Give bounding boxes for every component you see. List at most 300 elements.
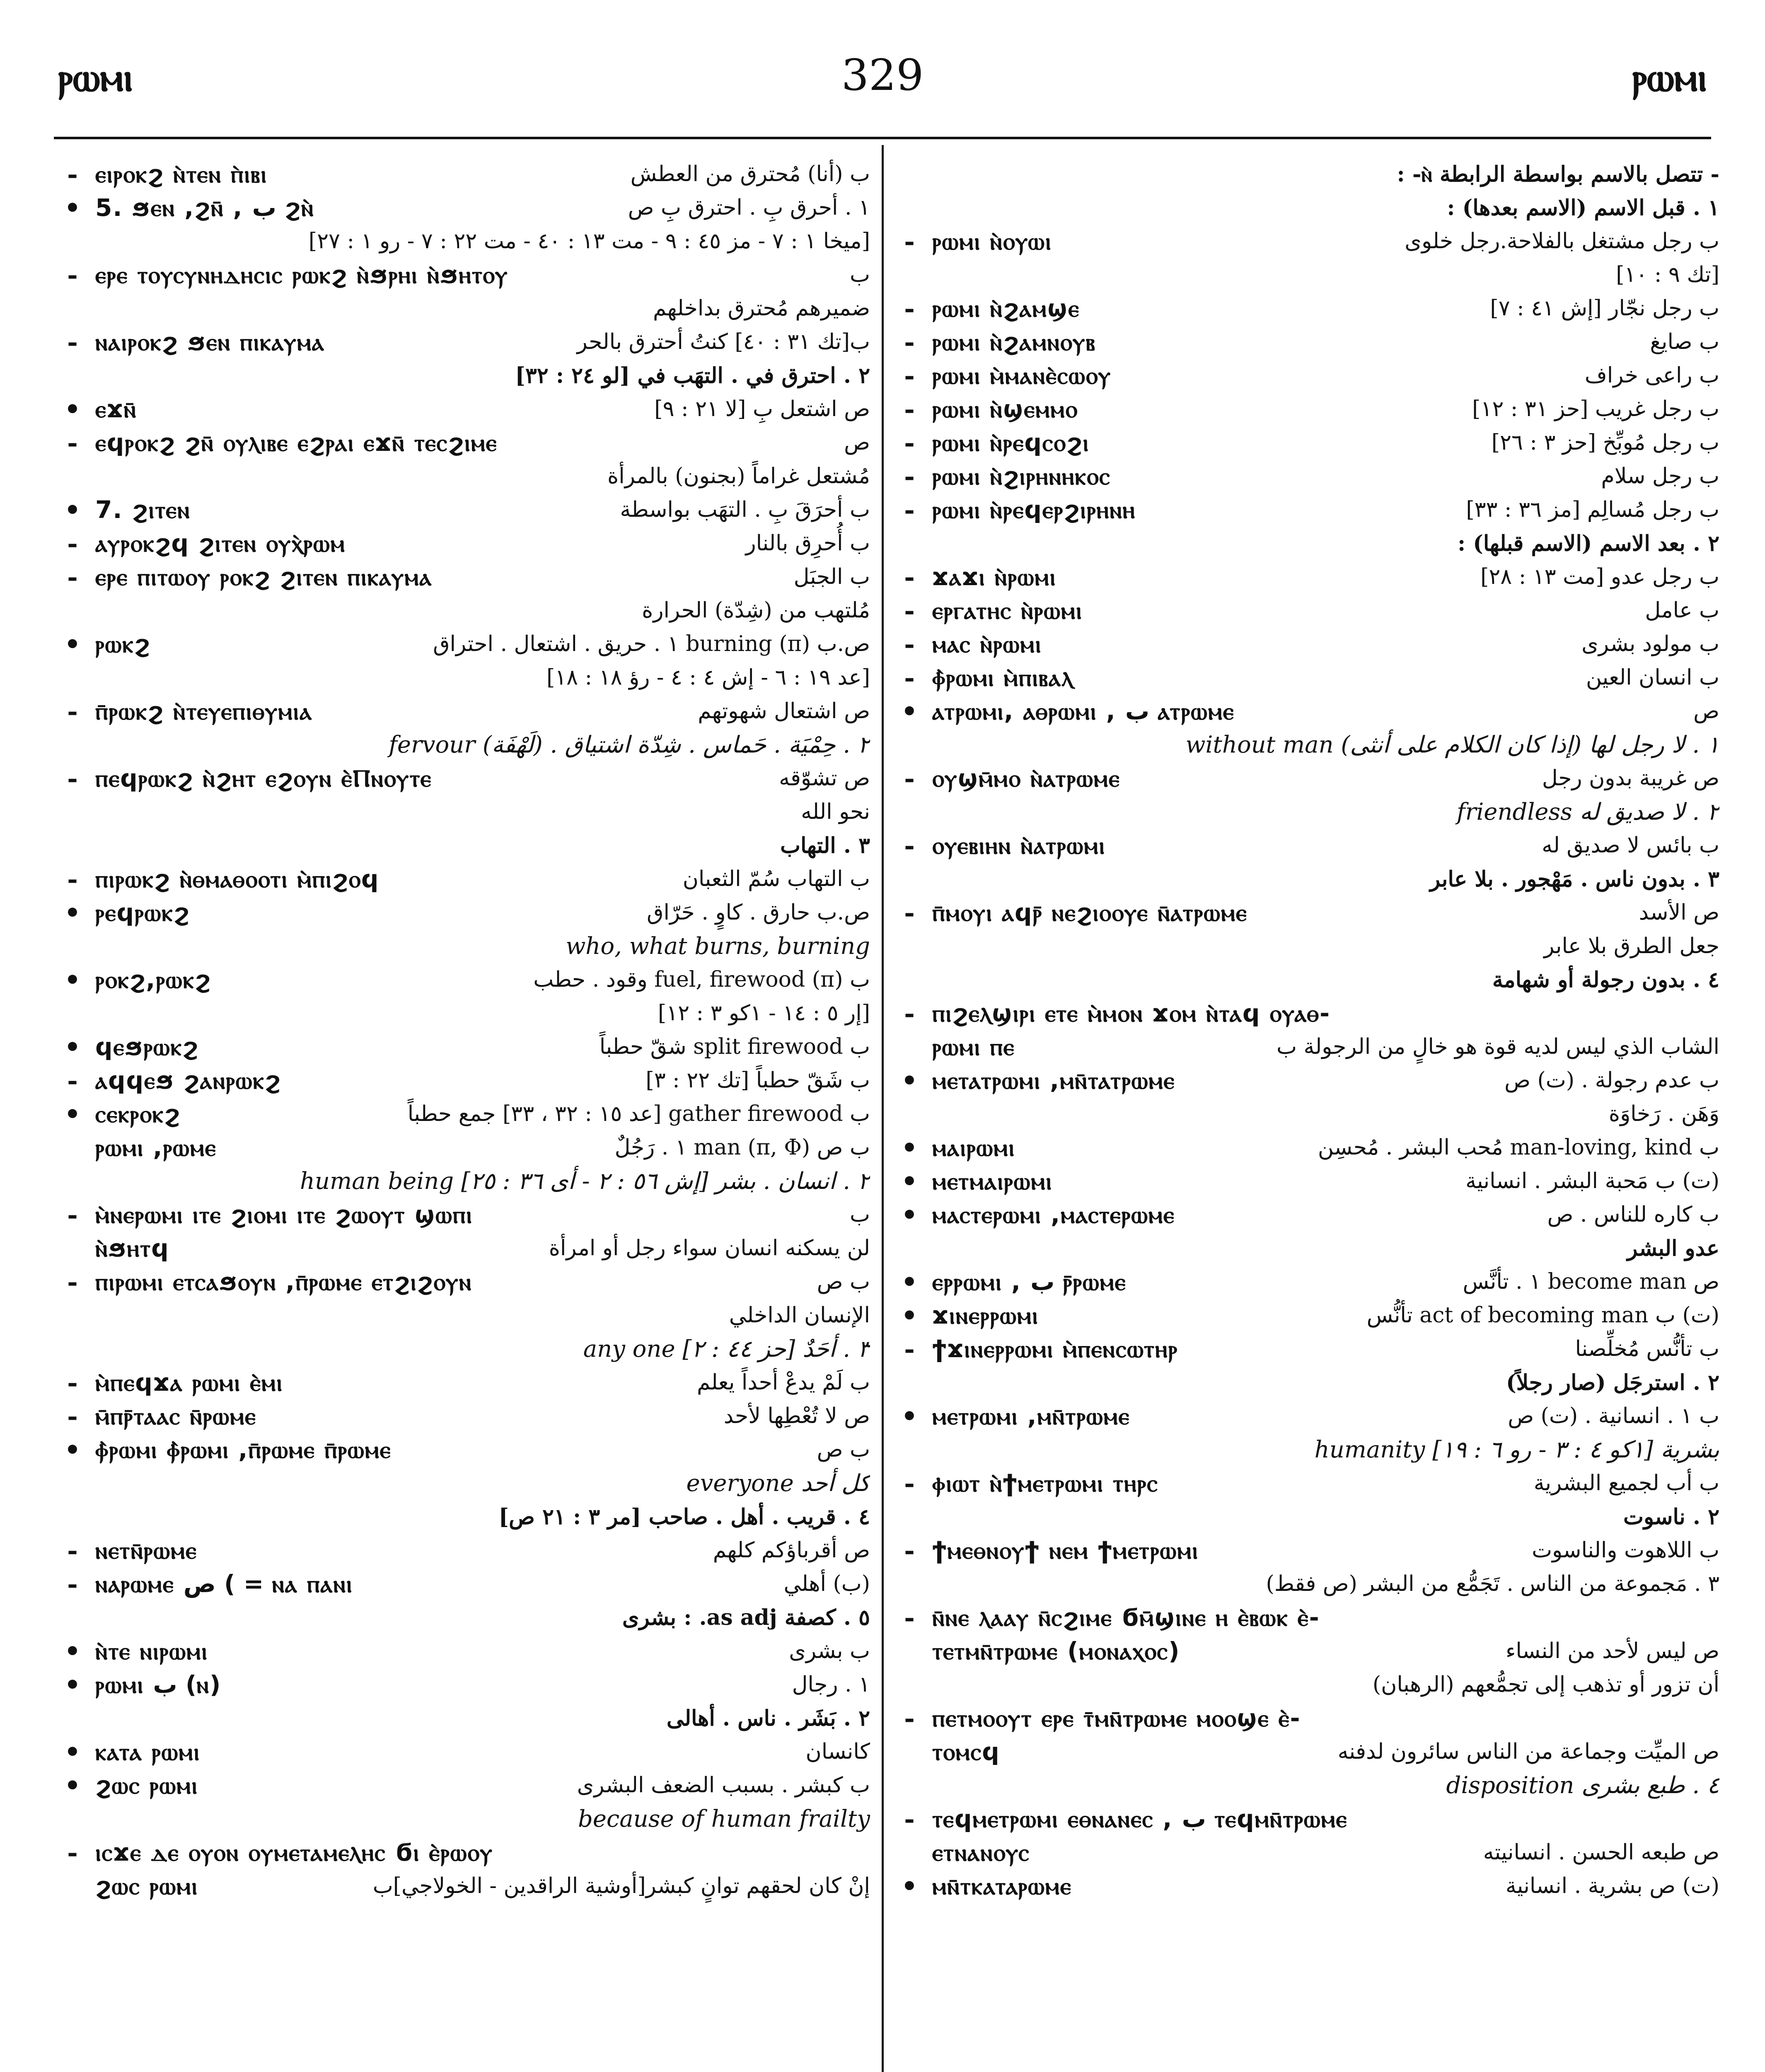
dictionary-entry-line — [895, 359, 1719, 392]
dictionary-entry-line — [58, 1769, 870, 1802]
gloss-text: ب راعى خراف — [1584, 363, 1719, 388]
coptic-text: ⲙⲁⲓⲣⲱⲙⲓ — [932, 1133, 1015, 1162]
coptic-text: ⲛⲁⲓⲣⲟⲕϩ ϧⲉⲛ ⲡⲓⲕⲁⲩⲙⲁ — [95, 328, 325, 356]
entry-marker: • — [64, 1670, 81, 1700]
right-column — [895, 157, 1719, 2072]
gloss-text: ب صايغ — [1650, 329, 1719, 354]
gloss-text: ب التهاب سُمّ الثعبان — [682, 867, 870, 891]
dictionary-entry-line — [58, 325, 870, 359]
subheading-line: ١ . قبل الاسم (الاسم بعدها) : — [1447, 195, 1719, 220]
gloss-text: (ت) ب act of becoming man تأنُّس — [1366, 1303, 1719, 1328]
dictionary-entry-line — [895, 1534, 1719, 1567]
dictionary-entry-line — [895, 1299, 1719, 1332]
coptic-text: ⲣⲱⲙⲓ ⲛ̀ϩⲁⲙⲛⲟⲩⲃ — [932, 328, 1096, 356]
entry-marker: • — [901, 1065, 918, 1096]
entry-marker: - — [904, 595, 915, 626]
coptic-text: ⲣⲱⲙⲓ ⲛ̀ϩⲓⲣⲏⲛⲏⲕⲟⲥ — [932, 462, 1111, 490]
dictionary-entry-line — [58, 896, 870, 929]
subheading-line: ٣ . بدون ناس . مَهْجور . بلا عابر — [1430, 867, 1719, 892]
entry-marker: - — [904, 1334, 915, 1364]
coptic-text: ⲛ̀ϧⲏⲧϥ — [95, 1234, 169, 1262]
gloss-text: ب ١ . انسانية . (ت) ص — [1508, 1404, 1719, 1428]
coptic-text: ⲙⲛ̄ⲧⲕⲁⲧⲁⲣⲱⲙⲉ — [932, 1872, 1072, 1900]
gloss-text: لن يسكنه انسان سواء رجل أو امرأة — [549, 1236, 870, 1261]
coptic-text: 5. ϧⲉⲛ ,ϩⲛ̄ , ب ϩⲛ̀ — [95, 194, 314, 222]
english-gloss-line: who, what burns, burning — [566, 933, 870, 960]
dictionary-entry-line — [58, 1232, 870, 1265]
coptic-text: ϩⲱⲥ ⲣⲱⲙⲓ — [95, 1872, 198, 1900]
dictionary-entry-line — [895, 1601, 1719, 1634]
coptic-text: ⲣⲱⲙⲓ ⲡⲉ — [932, 1033, 1015, 1061]
coptic-text: ⲡⲉϥⲣⲱⲕϩ ⲛ̀ϩⲏⲧ ⲉϩⲟⲩⲛ ⲉ̀Ⲡⲛⲟⲩⲧⲉ — [95, 764, 432, 792]
entry-marker: • — [64, 1032, 81, 1062]
english-gloss-line: humanity [١كو ٤ : ٣ - رو ٦ : ١٩] بشرية — [1314, 1436, 1719, 1463]
coptic-text: ⲡ̄ⲙⲟⲩⲓ ⲁϥⲣ̄ ⲛⲉϩⲓⲟⲟⲩⲉ ⲛ̄ⲁⲧⲣⲱⲙⲉ — [932, 898, 1248, 927]
entry-marker: - — [904, 428, 915, 458]
coptic-text: ⲣⲱⲙⲓ ب (ⲛ) — [95, 1670, 221, 1699]
entry-marker: - — [904, 998, 915, 1029]
entry-marker: • — [901, 1267, 918, 1297]
entry-marker: - — [67, 696, 78, 726]
dictionary-entry-line — [58, 762, 870, 795]
coptic-text: ⲛⲉⲧⲛ̄ⲣⲱⲙⲉ — [95, 1536, 197, 1564]
dictionary-entry-line — [58, 258, 870, 292]
coptic-text: ⲁⲩⲣⲟⲕϩϥ ϩⲓⲧⲉⲛ ⲟⲩⲭ̀ⲣⲱⲙ — [95, 529, 346, 557]
coptic-text: ⲙⲉⲧⲣⲱⲙⲓ ,ⲙⲛ̄ⲧⲣⲱⲙⲉ — [932, 1402, 1130, 1430]
english-gloss-line: fervour ٢ . حِمْيَة . حَماس . شِدّة اشتياق . (لَهْفَة) — [389, 731, 870, 758]
gloss-text: ص — [844, 430, 870, 455]
coptic-text: ϫⲓⲛⲉⲣⲣⲱⲙⲓ — [932, 1301, 1039, 1329]
coptic-text: ⲣⲱⲙⲓ ⲛ̀ϩⲁⲙϣⲉ — [932, 294, 1080, 322]
coptic-text: ϯⲙⲉⲑⲛⲟⲩϯ ⲛⲉⲙ ϯⲙⲉⲧⲣⲱⲙⲓ — [932, 1536, 1199, 1564]
subheading-line: ٥ . كصفة as adj. : بشرى — [622, 1605, 870, 1630]
dictionary-entry-line — [895, 661, 1719, 695]
coptic-text: ⲡⲓⲣⲱⲙⲓ ⲉⲧⲥⲁϧⲟⲩⲛ ,ⲡ̄ⲣⲱⲙⲉ ⲉⲧϩⲓϩⲟⲩⲛ — [95, 1268, 472, 1296]
gloss-text: ب man-loving, kind مُحب البشر . مُحسِن — [1318, 1135, 1719, 1160]
dictionary-entry-line — [895, 695, 1719, 728]
coptic-text: ⲣⲱⲙⲓ ,ⲣⲱⲙⲉ — [95, 1133, 217, 1162]
coptic-text: ⲣⲱⲕϩ — [95, 630, 151, 658]
dictionary-entry-line — [58, 1433, 870, 1467]
coptic-text: ⲙⲉⲧⲙⲁⲓⲣⲱⲙⲓ — [932, 1167, 1053, 1195]
gloss-text: ب أُحرِق بالنار — [745, 531, 870, 556]
dictionary-entry-line — [895, 1131, 1719, 1164]
gloss-text: ب — [850, 1202, 870, 1227]
dictionary-entry-line — [58, 1735, 870, 1769]
arabic-gloss-line: الإنسان الداخلي — [729, 1303, 870, 1328]
entry-marker: • — [64, 193, 81, 223]
coptic-text: ⲉϫⲛ̄ — [95, 395, 137, 423]
coptic-text: ⲣⲱⲙⲓ ⲛ̀ⲣⲉϥⲥⲟϩⲓ — [932, 428, 1090, 457]
coptic-text: ⲁⲧⲣⲱⲙⲓ, ⲁⲑⲣⲱⲙⲓ , ب ⲁⲧⲣⲱⲙⲉ — [932, 697, 1235, 725]
entry-marker: - — [904, 361, 915, 391]
entry-marker: - — [67, 763, 78, 794]
entry-marker: - — [67, 1535, 78, 1566]
entry-marker: - — [67, 428, 78, 458]
arabic-gloss-line: ٣ . مَجموعة من الناس . تَجَمُّع من البشر (ص فقط) — [1266, 1571, 1719, 1596]
header-rule — [54, 137, 1711, 139]
coptic-text: ⲉⲣⲉ ⲧⲟⲩⲥⲩⲛⲏⲇⲏⲥⲓⲥ ⲣⲱⲕϩ ⲛ̀ϧⲣⲏⲓ ⲛ̀ϧⲏⲧⲟⲩ — [95, 261, 508, 289]
entry-marker: - — [67, 1569, 78, 1599]
gloss-text: ب رجل سلام — [1601, 464, 1719, 489]
subheading-line: عدو البشر — [1627, 1236, 1719, 1261]
entry-marker: • — [901, 1166, 918, 1196]
coptic-text: ⲉⲣⲉ ⲡⲓⲧⲱⲟⲩ ⲣⲟⲕϩ ϩⲓⲧⲉⲛ ⲡⲓⲕⲁⲩⲙⲁ — [95, 563, 433, 591]
entry-marker: • — [64, 629, 81, 659]
dictionary-entry-line — [895, 1399, 1719, 1433]
entry-marker: • — [64, 1770, 81, 1801]
gloss-text: ب[تك ٣١ : ٤٠] كنتُ أحترق بالحر — [577, 329, 870, 354]
dictionary-entry-line — [58, 627, 870, 661]
arabic-gloss-line: [إر ٥ : ١٤ - ١كو ٣ : ١٢] — [658, 1001, 870, 1026]
dictionary-entry-line — [58, 560, 870, 594]
coptic-text: ⲛ̀ⲧⲉ ⲛⲓⲣⲱⲙⲓ — [95, 1637, 208, 1665]
gloss-text: ١ . أحرق بِ . احترق بِ ص — [628, 195, 870, 220]
dictionary-entry-line — [58, 191, 870, 225]
coptic-text: ⲥⲉⲕⲣⲟⲕϩ — [95, 1100, 181, 1128]
dictionary-entry-line — [895, 392, 1719, 426]
coptic-text: ⲟⲩⲉⲃⲓⲏⲛ ⲛ̀ⲁⲧⲣⲱⲙⲓ — [932, 831, 1106, 859]
entry-marker: - — [904, 663, 915, 693]
coptic-text: ⲙⲁⲥ ⲛ̀ⲣⲱⲙⲓ — [932, 630, 1042, 658]
dictionary-entry-line — [895, 426, 1719, 460]
entry-marker: • — [64, 1737, 81, 1767]
arabic-gloss-line: [تك ٩ : ١٠] — [1616, 262, 1719, 287]
gloss-text: ب رجل غريب [حز ٣١ : ١٢] — [1472, 397, 1719, 421]
gloss-text: ب لَمْ يدعْ أحداً يعلم — [696, 1370, 870, 1395]
gloss-text: ص غريبة بدون رجل — [1542, 766, 1719, 791]
entry-marker: • — [901, 1133, 918, 1163]
gloss-text: ص لا تُعْطِها لأحد — [723, 1404, 870, 1428]
dictionary-entry-line — [895, 1735, 1719, 1769]
coptic-text: ⲉⲧⲛⲁⲛⲟⲩⲥ — [932, 1838, 1030, 1866]
gloss-text: ص.ب (π) burning ١ . حريق . اشتعال . احتراق — [433, 632, 870, 656]
dictionary-entry-line — [895, 762, 1719, 795]
arabic-gloss-line: [عد ١٩ : ٦ - إش ٤ : ٤ - رؤ ١٨ : ١٨] — [546, 665, 870, 690]
entry-marker: • — [901, 1401, 918, 1431]
coptic-text: ⲣⲉϥⲣⲱⲕϩ — [95, 898, 190, 927]
subheading-line: ٤ . بدون رجولة أو شهامة — [1492, 967, 1719, 992]
subheading-line: ٢ . احترق في . التهَب في [لو ٢٤ : ٣٢] — [515, 363, 870, 388]
entry-marker: - — [67, 528, 78, 559]
gloss-text: ب split firewood شقّ حطباً — [599, 1034, 870, 1059]
entry-marker: • — [901, 1300, 918, 1331]
dictionary-entry-line — [58, 1198, 870, 1232]
column-divider — [882, 145, 884, 2072]
dictionary-entry-line — [895, 1198, 1719, 1232]
entry-marker: - — [904, 562, 915, 592]
entry-marker: - — [904, 1602, 915, 1633]
dictionary-entry-line — [58, 493, 870, 527]
entry-marker: • — [901, 1200, 918, 1230]
subheading-line: ٢ . ناسوت — [1623, 1504, 1719, 1530]
gloss-text: ص.ب حارق . كاوٍ . حَرّاق — [647, 900, 870, 925]
dictionary-entry-line — [895, 1802, 1719, 1836]
coptic-text: ϫⲁϫⲓ ⲛ̀ⲣⲱⲙⲓ — [932, 563, 1057, 591]
gloss-text: ب رجل مشتغل بالفلاحة.رجل خلوى — [1405, 229, 1719, 254]
entry-marker: • — [64, 965, 81, 995]
coptic-text: ⲫⲓⲱⲧ ⲛ̀ϯⲙⲉⲧⲣⲱⲙⲓ ⲧⲏⲣⲥ — [932, 1469, 1158, 1497]
entry-marker: - — [67, 1401, 78, 1431]
dictionary-entry-line — [58, 1668, 870, 1702]
entry-marker: - — [904, 327, 915, 357]
dictionary-entry-line — [58, 157, 870, 191]
entry-marker: • — [901, 1871, 918, 1901]
subheading-line: - تتصل بالاسم بواسطة الرابطة ⲛ̀- : — [1397, 162, 1719, 187]
gloss-text: ب رجل نجّار [إش ٤١ : ٧] — [1490, 296, 1719, 321]
coptic-text: ⲣⲱⲙⲓ ⲛ̀ⲟⲩⲱⲓ — [932, 227, 1052, 255]
coptic-text: ⲛ̄ⲛⲉ ⲗⲁⲁⲩ ⲛ̄ⲥϩⲓⲙⲉ ϭⲙ̄ϣⲓⲛⲉ ⲏ ⲉ̀ⲃⲱⲕ ⲉ̀- — [932, 1603, 1320, 1631]
arabic-gloss-line: وَهَن . رَخاوَة — [1608, 1101, 1719, 1126]
dictionary-entry-line — [895, 1265, 1719, 1299]
dictionary-entry-line — [895, 325, 1719, 359]
entry-marker: - — [904, 898, 915, 928]
coptic-text: ⲉⲣⲣⲱⲙⲓ , ب ⲣ̄ⲣⲱⲙⲉ — [932, 1268, 1127, 1296]
dictionary-entry-line — [895, 493, 1719, 527]
gloss-text: ب ص — [817, 1437, 870, 1462]
dictionary-entry-line — [58, 1131, 870, 1164]
dictionary-entry-line — [895, 1634, 1719, 1668]
entry-marker: - — [67, 864, 78, 894]
entry-marker: - — [904, 394, 915, 424]
coptic-text: ⲕⲁⲧⲁ ⲣⲱⲙⲓ — [95, 1738, 201, 1766]
gloss-text: ب أحرَقَ بِ . التهَب بواسطة — [620, 497, 870, 522]
header-left-word: ⲣⲱⲙⲓ — [58, 54, 133, 100]
coptic-text: ⲡⲉⲧⲙⲟⲟⲩⲧ ⲉⲣⲉ ⲧ̄ⲙⲛ̄ⲧⲣⲱⲙⲉ ⲙⲟⲟϣⲉ ⲉ̀- — [932, 1704, 1301, 1732]
gloss-text: ب عامل — [1645, 598, 1719, 623]
dictionary-entry-line — [895, 1164, 1719, 1198]
dictionary-entry-line — [895, 1869, 1719, 1903]
coptic-text: ⲉⲣⲅⲁⲧⲏⲥ ⲛ̀ⲣⲱⲙⲓ — [932, 596, 1083, 625]
entry-marker: • — [64, 495, 81, 525]
entry-marker: - — [904, 1703, 915, 1733]
coptic-text: ⲉϥⲣⲟⲕϩ ϩⲛ̄ ⲟⲩⲗⲓⲃⲉ ⲉϩⲣⲁⲓ ⲉϫⲛ̄ ⲧⲉⲥϩⲓⲙⲉ — [95, 428, 498, 457]
coptic-text: ⲙ̄ⲡⲣ̄ⲧⲁⲁⲥ ⲛ̄ⲣⲱⲙⲉ — [95, 1402, 256, 1430]
coptic-text: ⲙ̀ⲛⲉⲣⲱⲙⲓ ⲓⲧⲉ ϩⲓⲟⲙⲓ ⲓⲧⲉ ϩⲱⲟⲩⲧ ϣⲱⲡⲓ — [95, 1201, 473, 1229]
entry-marker: • — [64, 394, 81, 424]
entry-marker: - — [67, 327, 78, 357]
dictionary-entry-line — [895, 1836, 1719, 1869]
gloss-text: (ت) ب مَحبة البشر . انسانية — [1465, 1169, 1719, 1193]
dictionary-entry-line — [58, 1634, 870, 1668]
page-header — [0, 0, 1765, 145]
dictionary-entry-line — [58, 392, 870, 426]
dictionary-entry-line — [58, 862, 870, 896]
coptic-text: 7. ϩⲓⲧⲉⲛ — [95, 496, 191, 524]
gloss-text: ص أقرباؤكم كلهم — [713, 1538, 870, 1563]
entry-marker: - — [67, 1368, 78, 1398]
entry-marker: • — [64, 898, 81, 928]
arabic-gloss-line: مُلتهب من (شِدّة) الحرارة — [642, 598, 870, 623]
gloss-text: ص الأسد — [1639, 900, 1719, 925]
entry-marker: • — [64, 1435, 81, 1465]
dictionary-entry-line — [58, 1064, 870, 1097]
entry-marker: • — [901, 696, 918, 726]
gloss-text: ب شَقّ حطباً [تك ٢٢ : ٣] — [646, 1068, 870, 1093]
gloss-text: ب — [850, 262, 870, 287]
entry-marker: - — [67, 1267, 78, 1297]
gloss-text: ب اللاهوت والناسوت — [1532, 1538, 1719, 1563]
header-right-word: ⲣⲱⲙⲓ — [1632, 54, 1707, 100]
dictionary-entry-line — [895, 225, 1719, 258]
coptic-text: ⲙ̀ⲡⲉϥϫⲁ ⲣⲱⲙⲓ ⲉ̀ⲙⲓ — [95, 1368, 283, 1397]
arabic-gloss-line: [ميخا ١ : ٧ - مز ٤٥ : ٩ - مت ١٣ : ٤٠ - مت ٢٢ : ٧ - رو ١ : ٢٧] — [308, 229, 870, 254]
dictionary-entry-line — [895, 829, 1719, 862]
entry-marker: - — [904, 293, 915, 324]
subheading-line: ٢ . استرجَل (صار رجلاً) — [1506, 1370, 1719, 1395]
english-gloss-line: friendless ٢ . لا صديق له — [1456, 799, 1719, 825]
dictionary-entry-line — [895, 1064, 1719, 1097]
entry-marker: - — [67, 1837, 78, 1868]
coptic-text: ϩⲱⲥ ⲣⲱⲙⲓ — [95, 1771, 198, 1799]
gloss-text: ص become man ١ . تأنَّس — [1463, 1269, 1719, 1294]
dictionary-entry-line — [58, 527, 870, 560]
dictionary-entry-line — [58, 1399, 870, 1433]
gloss-text: ب (أنا) مُحترق من العطش — [630, 162, 870, 186]
coptic-text: ⲫ̀ⲣⲱⲙⲓ ⲫ̀ⲣⲱⲙⲓ ,ⲡ̄ⲣⲱⲙⲉ ⲡ̄ⲣⲱⲙⲉ — [95, 1435, 392, 1464]
dictionary-entry-line — [58, 1366, 870, 1399]
gloss-text: ب تأنُّس مُخلِّصنا — [1575, 1336, 1719, 1361]
dictionary-entry-line — [895, 560, 1719, 594]
entry-marker: • — [64, 1099, 81, 1129]
dictionary-entry-line — [895, 1467, 1719, 1500]
gloss-text: ص الميِّت وجماعة من الناس سائرون لدفنه — [1337, 1739, 1719, 1764]
arabic-gloss-line: أن تزور أو تذهب إلى تجمُّعهم (الرهبان) — [1372, 1672, 1719, 1697]
gloss-text: ب مولود بشرى — [1581, 632, 1719, 656]
gloss-text: ب بشرى — [789, 1639, 870, 1663]
coptic-text: ⲁϥϥⲉϧ ϩⲁⲛⲣⲱⲕϩ — [95, 1066, 281, 1094]
coptic-text: ϥⲉϧⲣⲱⲕϩ — [95, 1033, 199, 1061]
subheading-line: ٢ . بعد الاسم (الاسم قبلها) : — [1457, 531, 1719, 556]
coptic-text: ⲙⲉⲧⲁⲧⲣⲱⲙⲓ ,ⲙⲛ̄ⲧⲁⲧⲣⲱⲙⲉ — [932, 1066, 1175, 1094]
entry-marker: - — [67, 159, 78, 189]
dictionary-entry-line — [58, 1567, 870, 1601]
gloss-text: ب بائس لا صديق له — [1542, 833, 1719, 858]
dictionary-entry-line — [895, 460, 1719, 493]
gloss-text: ب ص — [817, 1269, 870, 1294]
dictionary-entry-line — [895, 997, 1719, 1030]
arabic-gloss-line: مُشتعل غراماً (بجنون) بالمرأة — [607, 464, 870, 489]
gloss-text: ص ليس لأحد من النساء — [1505, 1639, 1719, 1663]
entry-marker: - — [904, 763, 915, 794]
gloss-text: ب ص (π, Φ) man ١ . رَجُلٌ — [614, 1135, 870, 1160]
english-gloss-line: without man ١ . لا رجل لها (إذا كان الكلام على أنثى) — [1185, 731, 1719, 758]
gloss-text: ب رجل عدو [مت ١٣ : ٢٨] — [1480, 564, 1719, 589]
gloss-text: (ت) ص بشرية . انسانية — [1505, 1874, 1719, 1898]
dictionary-entry-line — [58, 426, 870, 460]
entry-marker: - — [904, 226, 915, 257]
coptic-text: ϯϫⲓⲛⲉⲣⲣⲱⲙⲓ ⲙ̀ⲡⲉⲛⲥⲱⲧⲏⲣ — [932, 1335, 1178, 1363]
coptic-text: ⲓⲥϫⲉ ⲇⲉ ⲟⲩⲟⲛ ⲟⲩⲙⲉⲧⲁⲙⲉⲗⲏⲥ ϭⲓ ⲉ̀ⲣⲱⲟⲩ — [95, 1838, 493, 1866]
dictionary-entry-line — [58, 1836, 870, 1869]
english-gloss-line: disposition ٤ . طبع بشرى — [1446, 1772, 1719, 1799]
entry-marker: - — [904, 830, 915, 861]
page-number: 329 — [841, 50, 924, 100]
coptic-text: ⲧⲉϥⲙⲉⲧⲣⲱⲙⲓ ⲉⲑⲛⲁⲛⲉⲥ , ب ⲧⲉϥⲙⲛ̄ⲧⲣⲱⲙⲉ — [932, 1805, 1348, 1833]
coptic-text: ⲡⲓⲣⲱⲕϩ ⲛ̀ⲑⲙⲁⲑⲟⲟⲧⲓ ⲙ̀ⲡⲓϩⲟϥ — [95, 865, 380, 893]
dictionary-entry-line — [58, 1030, 870, 1064]
gloss-text: إنْ كان لحقهم توانٍ كبشر[أوشية الراقدين - الخولاجي]ب — [372, 1874, 870, 1898]
gloss-text: ب gather firewood [عد ١٥ : ٣٢ ، ٣٣] جمع حطباً — [407, 1101, 870, 1126]
dictionary-entry-line — [895, 627, 1719, 661]
gloss-text: ب عدم رجولة . (ت) ص — [1504, 1068, 1719, 1093]
left-column — [58, 157, 870, 2072]
entry-marker: - — [904, 629, 915, 659]
dictionary-entry-line — [58, 695, 870, 728]
coptic-text: ⲣⲱⲙⲓ ⲛ̀ⲣⲉϥⲉⲣϩⲓⲣⲏⲛⲏ — [932, 496, 1136, 524]
coptic-text: ⲡ̄ⲣⲱⲕϩ ⲛ̀ⲧⲉⲩⲉⲡⲓⲑⲩⲙⲓⲁ — [95, 697, 313, 725]
arabic-gloss-line: نحو الله — [801, 799, 870, 824]
coptic-text: ⲧⲟⲙⲥϥ — [932, 1738, 1000, 1766]
dictionary-entry-line — [895, 1702, 1719, 1735]
coptic-text: ⲉⲓⲣⲟⲕϩ ⲛ̀ⲧⲉⲛ ⲡ̀ⲓⲃⲓ — [95, 160, 268, 188]
gloss-text: ب رجل مُسالِم [مز ٣٦ : ٣٣] — [1466, 497, 1719, 522]
entry-marker: - — [67, 562, 78, 592]
english-gloss-line: everyone كل أحد — [686, 1470, 870, 1497]
subheading-line: ٢ . بَشَر . ناس . أهالى — [666, 1706, 870, 1731]
entry-marker: • — [64, 1636, 81, 1666]
gloss-text: كانسان — [805, 1739, 870, 1764]
english-gloss-line: any one [حز ٤٤ : ٢] ٣ . أحَدٌ — [583, 1336, 870, 1363]
arabic-gloss-line: ضميرهم مُحترق بداخلهم — [653, 296, 870, 321]
dictionary-entry-line — [895, 1030, 1719, 1064]
gloss-text: ص تشوّقه — [779, 766, 870, 791]
dictionary-entry-line — [895, 896, 1719, 929]
coptic-text: ⲧⲉⲧⲙⲛ̄ⲧⲣⲱⲙⲉ (ⲙⲟⲛⲁⲭⲟⲥ) — [932, 1637, 1180, 1665]
dictionary-entry-line — [58, 1534, 870, 1567]
coptic-text: ⲫ̀ⲣⲱⲙⲓ ⲙ̀ⲡⲓⲃⲁⲗ — [932, 663, 1074, 692]
gloss-text: ب الجبَل — [793, 564, 870, 589]
entry-marker: - — [67, 1200, 78, 1230]
gloss-text: ب رجل مُوبِّخ [حز ٣ : ٢٦] — [1491, 430, 1719, 455]
gloss-text: ص اشتعال شهوتهم — [698, 699, 870, 724]
english-gloss-line: human being [إش ٥٦ : ٢ - أى ٣٦ : ٢٥] ٢ . انسان . بشر — [300, 1168, 870, 1195]
gloss-text: ب انسان العين — [1586, 665, 1719, 690]
entry-marker: - — [904, 495, 915, 525]
coptic-text: ⲙⲁⲥⲧⲉⲣⲱⲙⲓ ,ⲙⲁⲥⲧⲉⲣⲱⲙⲉ — [932, 1201, 1175, 1229]
subheading-line: ٤ . قريب . أهل . صاحب [مر ٣ : ٢١ ص] — [498, 1504, 870, 1530]
coptic-text: ⲛⲁⲣⲱⲙⲉ ص ( = ⲛⲁ ⲡⲁⲛⲓ — [95, 1570, 353, 1598]
gloss-text: الشاب الذي ليس لديه قوة هو خالٍ من الرجولة ب — [1277, 1034, 1719, 1059]
dictionary-entry-line — [58, 1097, 870, 1131]
gloss-text: (ب) أهلي — [783, 1571, 870, 1596]
gloss-text: ١ . رجال — [792, 1672, 870, 1697]
coptic-text: ⲣⲱⲙⲓ ⲙ̀ⲙⲁⲛⲉ̀ⲥⲱⲟⲩ — [932, 361, 1112, 390]
entry-marker: - — [904, 1468, 915, 1498]
subheading-line: ٣ . التهاب — [780, 833, 870, 858]
dictionary-entry-line — [58, 1869, 870, 1903]
coptic-text: ⲟⲩϣⲙ̄ⲙⲟ ⲛ̀ⲁⲧⲣⲱⲙⲉ — [932, 764, 1120, 792]
entry-marker: - — [904, 461, 915, 491]
english-gloss-line: because of human frailty — [578, 1806, 870, 1832]
dictionary-entry-line — [895, 594, 1719, 627]
entry-marker: - — [904, 1804, 915, 1834]
gloss-text: ب (π) fuel, firewood وقود . حطب — [533, 967, 870, 992]
entry-marker: - — [67, 260, 78, 290]
gloss-text: ب كبشر . بسبب الضعف البشرى — [577, 1773, 870, 1798]
coptic-text: ⲡⲓϩⲉⲗϣⲓⲣⲓ ⲉⲧⲉ ⲙ̀ⲙⲟⲛ ϫⲟⲙ ⲛ̀ⲧⲁϥ ⲟⲩⲁⲑ- — [932, 999, 1331, 1027]
arabic-gloss-line: جعل الطرق بلا عابر — [1544, 934, 1719, 959]
gloss-text: ب أب لجميع البشرية — [1533, 1471, 1719, 1496]
dictionary-entry-line — [58, 1265, 870, 1299]
coptic-text: ⲣⲟⲕϩ,ⲣⲱⲕϩ — [95, 966, 211, 994]
dictionary-entry-line — [895, 1332, 1719, 1366]
gloss-text: ص اشتعل بِ [لا ٢١ : ٩] — [654, 397, 870, 421]
entry-marker: - — [904, 1535, 915, 1566]
gloss-text: ص — [1693, 699, 1719, 724]
dictionary-entry-line — [895, 292, 1719, 325]
dictionary-entry-line — [58, 963, 870, 997]
